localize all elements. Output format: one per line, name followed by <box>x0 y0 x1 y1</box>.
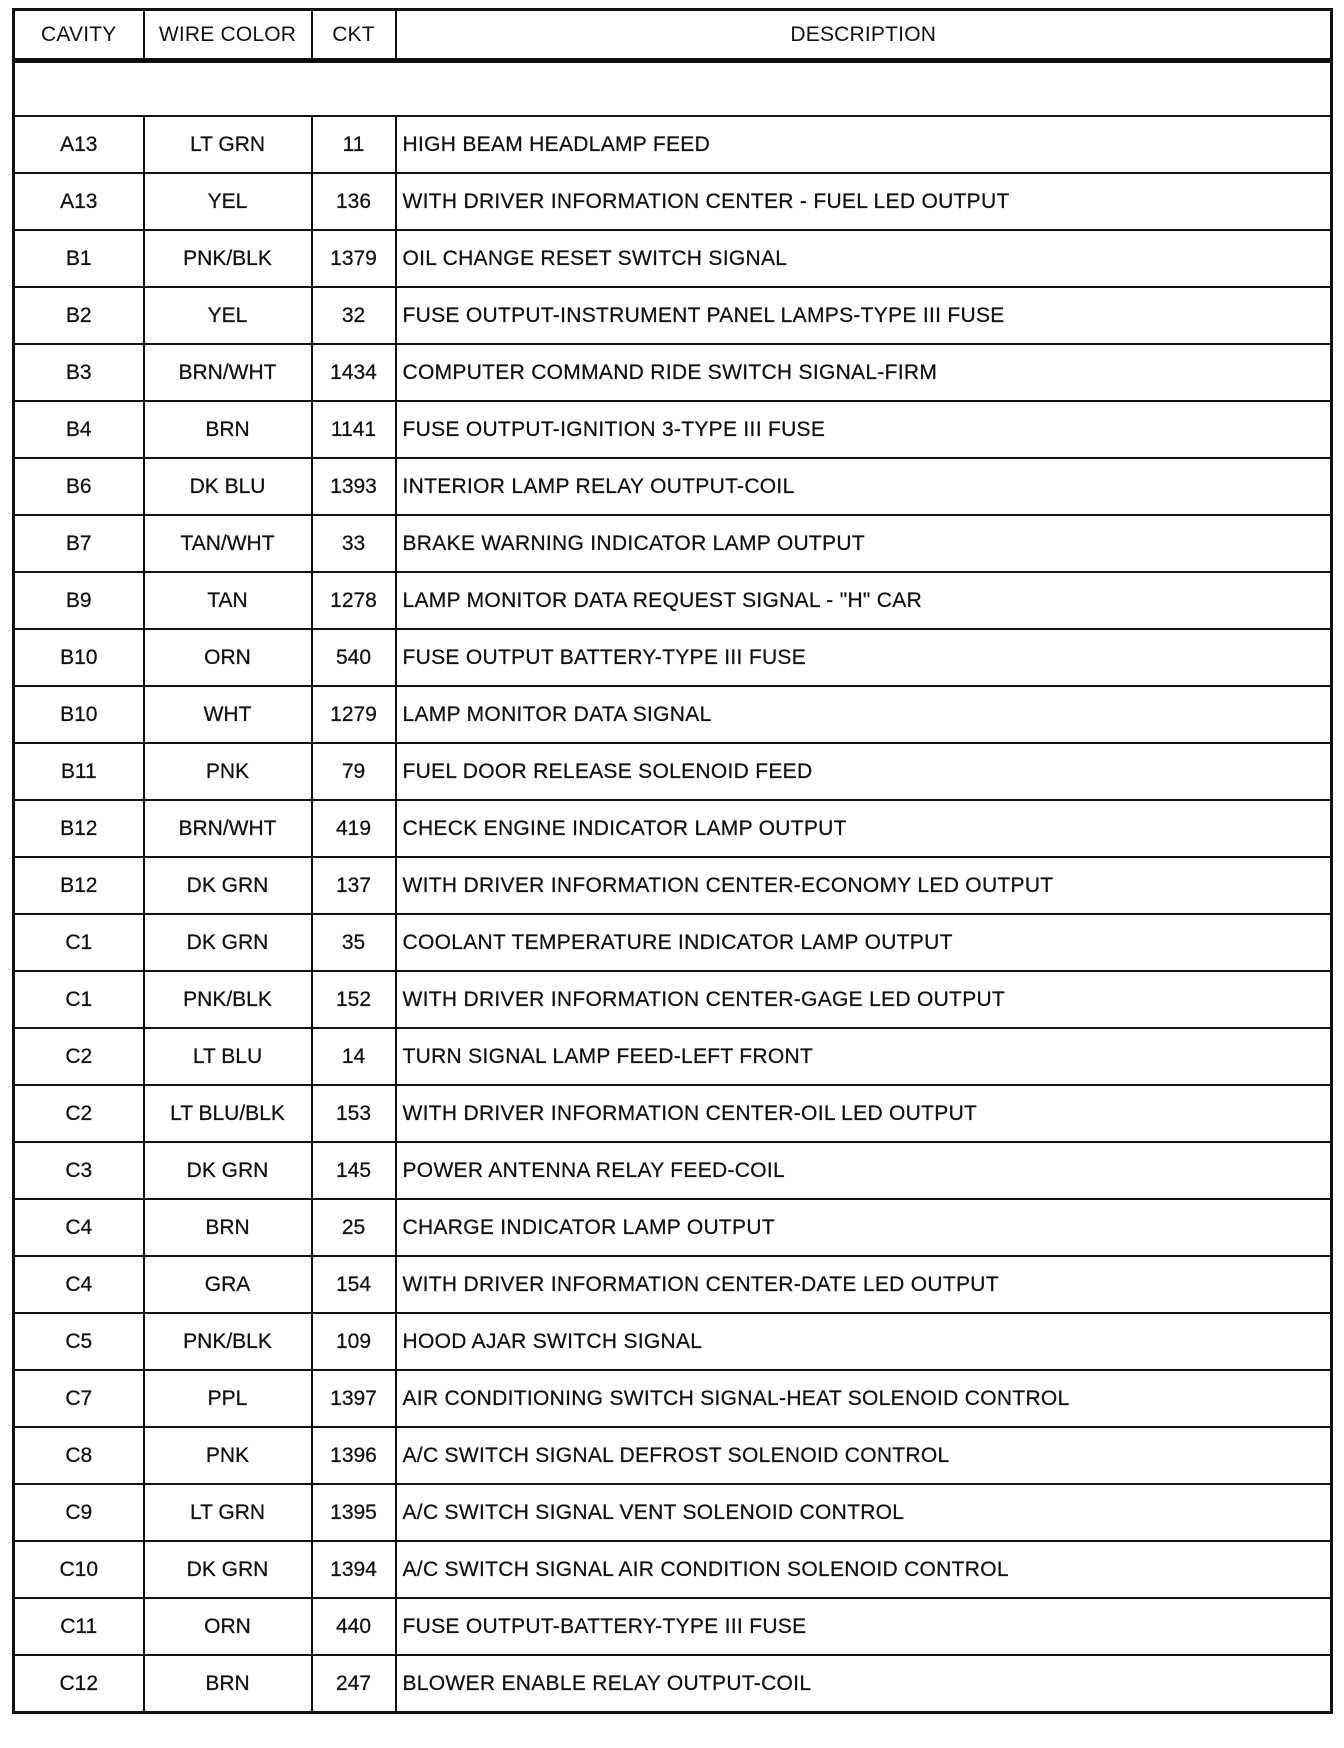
table-row <box>14 572 1332 629</box>
cell-description: A/C SWITCH SIGNAL AIR CONDITION SOLENOID CONTROL <box>396 1541 1332 1598</box>
cell-description: WITH DRIVER INFORMATION CENTER-ECONOMY LED OUTPUT <box>396 857 1332 914</box>
cell-wire-color: PNK <box>144 1427 312 1484</box>
cell-wire-color: DK GRN <box>144 914 312 971</box>
cell-ckt: 145 <box>312 1142 396 1199</box>
table-row <box>14 743 1332 800</box>
cell-wire-color: YEL <box>144 287 312 344</box>
table-row <box>14 686 1332 743</box>
cell-wire-color: DK GRN <box>144 1541 312 1598</box>
cell-wire-color: TAN <box>144 572 312 629</box>
table-row <box>14 914 1332 971</box>
cell-description: CHARGE INDICATOR LAMP OUTPUT <box>396 1199 1332 1256</box>
cell-ckt: 1434 <box>312 344 396 401</box>
cell-description: BRAKE WARNING INDICATOR LAMP OUTPUT <box>396 515 1332 572</box>
cell-wire-color: DK BLU <box>144 458 312 515</box>
cell-description: WITH DRIVER INFORMATION CENTER-OIL LED OUTPUT <box>396 1085 1332 1142</box>
blank-spacer-cell <box>14 61 1332 117</box>
cell-cavity: B12 <box>14 857 144 914</box>
table-row <box>14 1256 1332 1313</box>
cell-cavity: B11 <box>14 743 144 800</box>
cell-ckt: 136 <box>312 173 396 230</box>
table-body <box>14 61 1332 1713</box>
cell-cavity: A13 <box>14 116 144 173</box>
cell-ckt: 1278 <box>312 572 396 629</box>
cell-description: FUSE OUTPUT-INSTRUMENT PANEL LAMPS-TYPE III FUSE <box>396 287 1332 344</box>
cell-wire-color: PPL <box>144 1370 312 1427</box>
table-row <box>14 116 1332 173</box>
cell-wire-color: BRN <box>144 401 312 458</box>
cell-ckt: 152 <box>312 971 396 1028</box>
cell-cavity: B3 <box>14 344 144 401</box>
table-row <box>14 1541 1332 1598</box>
cell-ckt: 35 <box>312 914 396 971</box>
cell-cavity: C8 <box>14 1427 144 1484</box>
cell-description: TURN SIGNAL LAMP FEED-LEFT FRONT <box>396 1028 1332 1085</box>
cell-ckt: 1396 <box>312 1427 396 1484</box>
cell-description: A/C SWITCH SIGNAL VENT SOLENOID CONTROL <box>396 1484 1332 1541</box>
connector-pinout-table <box>12 8 1333 1714</box>
cell-ckt: 419 <box>312 800 396 857</box>
cell-ckt: 25 <box>312 1199 396 1256</box>
cell-ckt: 11 <box>312 116 396 173</box>
table-row <box>14 1085 1332 1142</box>
cell-description: CHECK ENGINE INDICATOR LAMP OUTPUT <box>396 800 1332 857</box>
header-wire-color: WIRE COLOR <box>144 10 312 61</box>
cell-wire-color: ORN <box>144 1598 312 1655</box>
cell-cavity: C7 <box>14 1370 144 1427</box>
cell-ckt: 1379 <box>312 230 396 287</box>
cell-description: WITH DRIVER INFORMATION CENTER-DATE LED OUTPUT <box>396 1256 1332 1313</box>
cell-ckt: 247 <box>312 1655 396 1713</box>
cell-cavity: B10 <box>14 629 144 686</box>
cell-description: FUSE OUTPUT-IGNITION 3-TYPE III FUSE <box>396 401 1332 458</box>
cell-description: FUEL DOOR RELEASE SOLENOID FEED <box>396 743 1332 800</box>
cell-ckt: 1395 <box>312 1484 396 1541</box>
cell-cavity: C1 <box>14 914 144 971</box>
header-cavity: CAVITY <box>14 10 144 61</box>
cell-description: HIGH BEAM HEADLAMP FEED <box>396 116 1332 173</box>
cell-ckt: 14 <box>312 1028 396 1085</box>
cell-wire-color: DK GRN <box>144 1142 312 1199</box>
cell-ckt: 540 <box>312 629 396 686</box>
cell-ckt: 1394 <box>312 1541 396 1598</box>
cell-description: LAMP MONITOR DATA SIGNAL <box>396 686 1332 743</box>
cell-cavity: C4 <box>14 1256 144 1313</box>
cell-wire-color: BRN/WHT <box>144 344 312 401</box>
cell-cavity: C1 <box>14 971 144 1028</box>
table-row <box>14 1598 1332 1655</box>
cell-wire-color: PNK/BLK <box>144 1313 312 1370</box>
table-row <box>14 173 1332 230</box>
cell-wire-color: LT GRN <box>144 1484 312 1541</box>
cell-cavity: B6 <box>14 458 144 515</box>
table-row <box>14 1142 1332 1199</box>
cell-wire-color: DK GRN <box>144 857 312 914</box>
cell-description: FUSE OUTPUT BATTERY-TYPE III FUSE <box>396 629 1332 686</box>
table-row <box>14 971 1332 1028</box>
table-row <box>14 458 1332 515</box>
cell-cavity: B1 <box>14 230 144 287</box>
cell-wire-color: BRN <box>144 1199 312 1256</box>
cell-description: BLOWER ENABLE RELAY OUTPUT-COIL <box>396 1655 1332 1713</box>
cell-ckt: 1141 <box>312 401 396 458</box>
cell-description: A/C SWITCH SIGNAL DEFROST SOLENOID CONTROL <box>396 1427 1332 1484</box>
cell-ckt: 153 <box>312 1085 396 1142</box>
cell-wire-color: PNK <box>144 743 312 800</box>
cell-ckt: 33 <box>312 515 396 572</box>
blank-spacer-row <box>14 61 1332 117</box>
cell-wire-color: LT BLU/BLK <box>144 1085 312 1142</box>
table-row <box>14 800 1332 857</box>
cell-cavity: C2 <box>14 1085 144 1142</box>
cell-wire-color: TAN/WHT <box>144 515 312 572</box>
cell-wire-color: LT GRN <box>144 116 312 173</box>
table-row <box>14 629 1332 686</box>
cell-cavity: B12 <box>14 800 144 857</box>
header-row <box>14 10 1332 61</box>
cell-ckt: 137 <box>312 857 396 914</box>
table-row <box>14 1370 1332 1427</box>
cell-description: COMPUTER COMMAND RIDE SWITCH SIGNAL-FIRM <box>396 344 1332 401</box>
cell-cavity: C9 <box>14 1484 144 1541</box>
cell-wire-color: ORN <box>144 629 312 686</box>
table-row <box>14 1655 1332 1713</box>
cell-cavity: B9 <box>14 572 144 629</box>
cell-cavity: C3 <box>14 1142 144 1199</box>
cell-cavity: B4 <box>14 401 144 458</box>
cell-description: HOOD AJAR SWITCH SIGNAL <box>396 1313 1332 1370</box>
cell-cavity: C10 <box>14 1541 144 1598</box>
cell-description: COOLANT TEMPERATURE INDICATOR LAMP OUTPUT <box>396 914 1332 971</box>
table-row <box>14 1028 1332 1085</box>
cell-wire-color: YEL <box>144 173 312 230</box>
cell-description: POWER ANTENNA RELAY FEED-COIL <box>396 1142 1332 1199</box>
cell-description: WITH DRIVER INFORMATION CENTER - FUEL LED OUTPUT <box>396 173 1332 230</box>
table-header <box>14 10 1332 61</box>
cell-description: AIR CONDITIONING SWITCH SIGNAL-HEAT SOLENOID CONTROL <box>396 1370 1332 1427</box>
table-row <box>14 857 1332 914</box>
cell-ckt: 154 <box>312 1256 396 1313</box>
cell-cavity: B10 <box>14 686 144 743</box>
cell-cavity: C2 <box>14 1028 144 1085</box>
cell-cavity: C4 <box>14 1199 144 1256</box>
cell-ckt: 79 <box>312 743 396 800</box>
cell-cavity: C12 <box>14 1655 144 1713</box>
cell-wire-color: PNK/BLK <box>144 971 312 1028</box>
cell-description: LAMP MONITOR DATA REQUEST SIGNAL - "H" CAR <box>396 572 1332 629</box>
cell-ckt: 32 <box>312 287 396 344</box>
cell-cavity: C11 <box>14 1598 144 1655</box>
cell-cavity: B2 <box>14 287 144 344</box>
cell-description: OIL CHANGE RESET SWITCH SIGNAL <box>396 230 1332 287</box>
table-row <box>14 1427 1332 1484</box>
cell-description: FUSE OUTPUT-BATTERY-TYPE III FUSE <box>396 1598 1332 1655</box>
cell-description: INTERIOR LAMP RELAY OUTPUT-COIL <box>396 458 1332 515</box>
table-row <box>14 344 1332 401</box>
cell-ckt: 1393 <box>312 458 396 515</box>
cell-ckt: 1397 <box>312 1370 396 1427</box>
cell-ckt: 440 <box>312 1598 396 1655</box>
cell-wire-color: BRN <box>144 1655 312 1713</box>
cell-cavity: B7 <box>14 515 144 572</box>
cell-wire-color: BRN/WHT <box>144 800 312 857</box>
cell-description: WITH DRIVER INFORMATION CENTER-GAGE LED OUTPUT <box>396 971 1332 1028</box>
cell-wire-color: WHT <box>144 686 312 743</box>
cell-ckt: 1279 <box>312 686 396 743</box>
table-row <box>14 515 1332 572</box>
table-row <box>14 287 1332 344</box>
cell-cavity: C5 <box>14 1313 144 1370</box>
header-ckt: CKT <box>312 10 396 61</box>
cell-cavity: A13 <box>14 173 144 230</box>
cell-wire-color: PNK/BLK <box>144 230 312 287</box>
cell-wire-color: GRA <box>144 1256 312 1313</box>
table-row <box>14 1313 1332 1370</box>
connector-table-document <box>12 8 1330 1714</box>
table-row <box>14 230 1332 287</box>
table-row <box>14 1199 1332 1256</box>
cell-ckt: 109 <box>312 1313 396 1370</box>
cell-wire-color: LT BLU <box>144 1028 312 1085</box>
header-description: DESCRIPTION <box>396 10 1332 61</box>
table-row <box>14 401 1332 458</box>
table-row <box>14 1484 1332 1541</box>
